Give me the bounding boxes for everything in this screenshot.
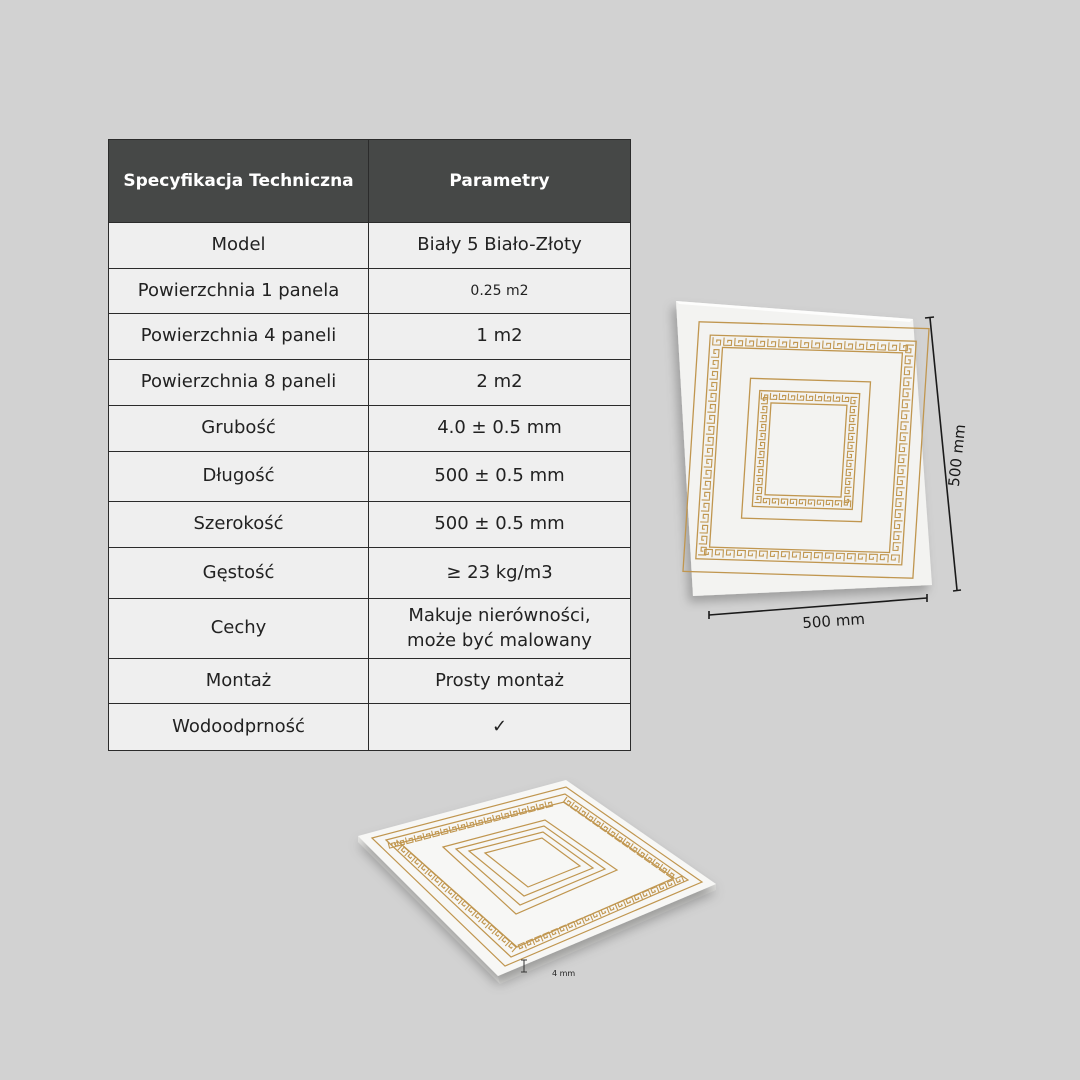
row-value xyxy=(369,599,631,659)
panel-front-figure xyxy=(655,290,985,640)
thickness-label: 4 mm xyxy=(552,969,576,978)
row-value: 4.0 ± 0.5 mm xyxy=(369,406,631,452)
row-value: Prosty montaż xyxy=(369,659,631,704)
row-value-line1: Makuje nierówności, xyxy=(408,605,591,627)
dimension-label-height: 500 mm xyxy=(944,423,970,488)
table-row xyxy=(109,659,631,704)
row-value: 1 m2 xyxy=(369,314,631,360)
row-value: 2 m2 xyxy=(369,360,631,406)
row-value: 0.25 m2 xyxy=(369,269,631,314)
table-row xyxy=(109,704,631,751)
panel-perspective-body xyxy=(358,780,716,976)
dimension-label-width: 500 mm xyxy=(801,609,866,633)
table-row xyxy=(109,599,631,659)
table-row xyxy=(109,223,631,269)
row-value: 500 ± 0.5 mm xyxy=(369,502,631,548)
table-row xyxy=(109,269,631,314)
row-label: Powierzchnia 1 panela xyxy=(109,269,369,314)
checkmark-icon: ✓ xyxy=(369,704,631,751)
table-header-row xyxy=(109,140,631,223)
row-label: Powierzchnia 8 paneli xyxy=(109,360,369,406)
row-label: Grubość xyxy=(109,406,369,452)
row-value: ≥ 23 kg/m3 xyxy=(369,548,631,599)
row-value: Biały 5 Biało-Złoty xyxy=(369,223,631,269)
row-label: Powierzchnia 4 paneli xyxy=(109,314,369,360)
row-label: Montaż xyxy=(109,659,369,704)
table-row xyxy=(109,360,631,406)
row-label: Cechy xyxy=(109,599,369,659)
spec-table xyxy=(108,139,631,751)
panel-perspective-figure xyxy=(345,770,735,1000)
row-value: 500 ± 0.5 mm xyxy=(369,452,631,502)
table-row xyxy=(109,502,631,548)
header-spec: Specyfikacja Techniczna xyxy=(109,140,369,223)
table-row xyxy=(109,452,631,502)
table-row xyxy=(109,406,631,452)
row-label: Gęstość xyxy=(109,548,369,599)
row-label: Szerokość xyxy=(109,502,369,548)
row-label: Model xyxy=(109,223,369,269)
header-params: Parametry xyxy=(369,140,631,223)
row-label: Wodoodprność xyxy=(109,704,369,751)
table-row xyxy=(109,548,631,599)
row-value-line2: może być malowany xyxy=(407,629,592,651)
row-label: Długość xyxy=(109,452,369,502)
table-row xyxy=(109,314,631,360)
